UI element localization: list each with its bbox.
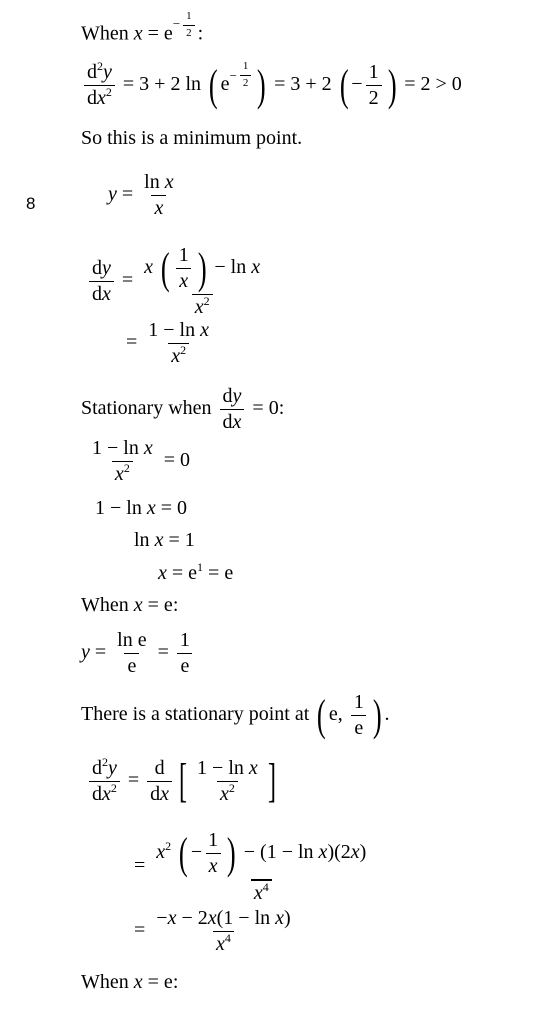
text-stationary-when: Stationary when	[81, 397, 212, 420]
second-derivative-evaluation: $\frac{d^2y}{dx^2}$ = 3 + 2 ln ( e− $\frac{1}{2}$ ) = 3 + 2 ( − $\frac{1}{2}$ ) = 2 > 0	[81, 62, 462, 109]
solve-step-1: 1 − ln x = 0	[95, 497, 188, 519]
text-when-2: When	[81, 971, 129, 993]
stationary-condition: Stationary when $\frac{dy}{dx}$ = 0:	[81, 385, 285, 433]
solve-step-3: $x = e^1 = e$	[158, 560, 234, 584]
stationary-point-statement: There is a stationary point at ( e, $\frac{1}{e}$ ) .	[81, 690, 390, 740]
second-derivative-simplified: = $\frac{\text{−x − 2x(1 − ln x)}}{x^4}$	[134, 907, 291, 955]
second-derivative-quotient: = $x^2$ ( − $\frac{1}{x}$ ) − (1 − ln x)(2x) $x^4$	[134, 828, 367, 904]
minimum-point-text: So this is a minimum point.	[81, 127, 303, 149]
second-derivative-setup: $\frac{d^2y}{dx^2}$ = $\frac{d}{dx}$ [ $\frac{\text{1 − ln x}}{x^2}$ ]	[86, 758, 280, 805]
text-when-1: When	[81, 594, 129, 616]
y-value-at-e: y = $\frac{\text{ln e}}{e}$ = $\frac{1}{e}$	[81, 630, 196, 677]
simplified-derivative: = $\frac{\text{1 − ln x}}{x^2}$	[126, 319, 210, 367]
set-derivative-zero: $\frac{\text{1 − ln x}}{x^2}$ = 0	[92, 437, 191, 485]
question-number: 8	[26, 194, 36, 213]
solve-step-2: ln x = 1	[134, 529, 195, 551]
text-when: When	[81, 22, 129, 45]
line-when-x-e-neg-half: When x = e− $\frac{1}{2}$ :	[81, 10, 204, 45]
quotient-rule-step: $\frac{dy}{dx}$ = x ( $\frac{1}{x}$ ) − ln x $x^2$	[86, 245, 266, 318]
function-definition: y = $\frac{\text{ln x}}{x}$	[108, 171, 174, 219]
text-stationary-point-at: There is a stationary point at	[81, 703, 310, 726]
line-when-x-e-2: When x = e:	[81, 971, 179, 993]
line-when-x-e-1: When x = e:	[81, 594, 179, 616]
